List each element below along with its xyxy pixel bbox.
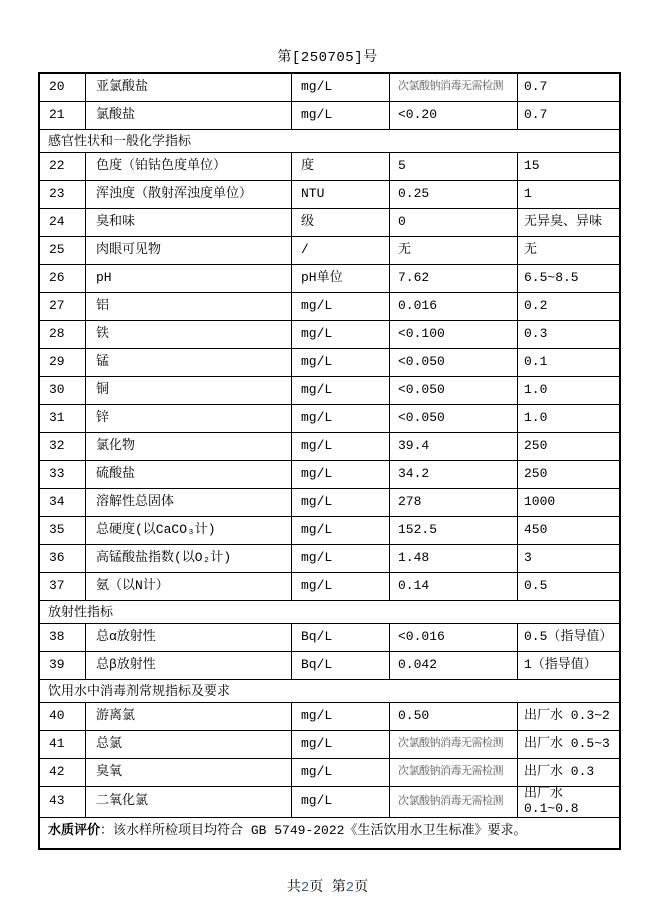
parameter-name-cell: 色度（铂钴色度单位） (86, 153, 292, 181)
table-row (40, 433, 619, 461)
parameter-name-cell: 氨（以N计） (86, 573, 292, 601)
measured-value-cell: 152.5 (390, 517, 518, 545)
row-number-cell: 31 (40, 405, 86, 433)
measured-value-cell: <0.100 (390, 321, 518, 349)
measured-value-cell: 278 (390, 489, 518, 517)
measured-value-cell: 0 (390, 209, 518, 237)
section-title: 感官性状和一般化学指标 (40, 130, 619, 153)
limit-cell: 1（指导值） (518, 652, 619, 680)
measured-value-cell: 7.62 (390, 265, 518, 293)
unit-cell: Bq/L (292, 624, 390, 652)
unit-cell: mg/L (292, 405, 390, 433)
row-number-cell: 23 (40, 181, 86, 209)
unit-cell: mg/L (292, 461, 390, 489)
section-title: 放射性指标 (40, 601, 619, 624)
parameter-name-cell: 氯化物 (86, 433, 292, 461)
measured-value-cell: <0.050 (390, 377, 518, 405)
limit-cell: 无 (518, 237, 619, 265)
parameter-name-cell: 浑浊度（散射浑浊度单位） (86, 181, 292, 209)
row-number-cell: 24 (40, 209, 86, 237)
footer-total-suffix: 页 (309, 880, 324, 896)
row-number-cell: 38 (40, 624, 86, 652)
table-row (40, 265, 619, 293)
unit-cell: 级 (292, 209, 390, 237)
measured-value-cell: <0.050 (390, 349, 518, 377)
evaluation-text: 该水样所检项目均符合 GB 5749-2022《生活饮用水卫生标准》要求。 (113, 822, 527, 838)
unit-cell: mg/L (292, 349, 390, 377)
table-row (40, 652, 619, 680)
parameter-name-cell: 二氧化氯 (86, 787, 292, 818)
table-row (40, 489, 619, 517)
section-title: 饮用水中消毒剂常规指标及要求 (40, 680, 619, 703)
footer-page-number: 2 (345, 880, 355, 896)
limit-cell: 0.5 (518, 573, 619, 601)
table-row (40, 787, 619, 818)
unit-cell: mg/L (292, 545, 390, 573)
measured-value-cell: 1.48 (390, 545, 518, 573)
table-row (40, 293, 619, 321)
measured-value-cell: 0.042 (390, 652, 518, 680)
results-table (38, 72, 621, 850)
limit-cell: 无异臭、异味 (518, 209, 619, 237)
unit-cell: mg/L (292, 787, 390, 818)
parameter-name-cell: 铝 (86, 293, 292, 321)
row-number-cell: 40 (40, 703, 86, 731)
limit-cell: 250 (518, 433, 619, 461)
limit-cell: 出厂水 0.5~3 (518, 731, 619, 759)
parameter-name-cell: 总β放射性 (86, 652, 292, 680)
table-row (40, 405, 619, 433)
parameter-name-cell: 锌 (86, 405, 292, 433)
limit-cell: 1000 (518, 489, 619, 517)
table-row (40, 74, 619, 102)
row-number-cell: 43 (40, 787, 86, 818)
page-footer (0, 876, 655, 896)
limit-cell: 0.7 (518, 74, 619, 102)
parameter-name-cell: 锰 (86, 349, 292, 377)
unit-cell: mg/L (292, 377, 390, 405)
parameter-name-cell: 肉眼可见物 (86, 237, 292, 265)
table-row (40, 759, 619, 787)
row-number-cell: 37 (40, 573, 86, 601)
row-number-cell: 32 (40, 433, 86, 461)
section-header-row (40, 601, 619, 624)
table-row (40, 573, 619, 601)
row-number-cell: 39 (40, 652, 86, 680)
section-header-row (40, 130, 619, 153)
row-number-cell: 41 (40, 731, 86, 759)
unit-cell: mg/L (292, 433, 390, 461)
footer-page-suffix: 页 (354, 880, 369, 896)
measured-value-cell: 39.4 (390, 433, 518, 461)
unit-cell: Bq/L (292, 652, 390, 680)
measured-value-cell: 次氯酸钠消毒无需检测 (390, 759, 518, 787)
measured-value-cell: <0.016 (390, 624, 518, 652)
measured-value-cell: 34.2 (390, 461, 518, 489)
unit-cell: mg/L (292, 517, 390, 545)
limit-cell: 450 (518, 517, 619, 545)
limit-cell: 0.3 (518, 321, 619, 349)
footer-total-prefix: 共 (286, 880, 301, 896)
limit-cell: 0.1 (518, 349, 619, 377)
unit-cell: mg/L (292, 321, 390, 349)
parameter-name-cell: 高锰酸盐指数(以O₂计) (86, 545, 292, 573)
parameter-name-cell: 氯酸盐 (86, 102, 292, 130)
evaluation-label: 水质评价 (48, 821, 101, 837)
unit-cell: mg/L (292, 759, 390, 787)
unit-cell: mg/L (292, 74, 390, 102)
measured-value-cell: 0.25 (390, 181, 518, 209)
unit-cell: NTU (292, 181, 390, 209)
table-row (40, 181, 619, 209)
report-number: 第[250705]号 (277, 50, 378, 66)
measured-value-cell: 次氯酸钠消毒无需检测 (390, 74, 518, 102)
evaluation-row (40, 818, 619, 848)
parameter-name-cell: 溶解性总固体 (86, 489, 292, 517)
parameter-name-cell: 亚氯酸盐 (86, 74, 292, 102)
measured-value-cell: 5 (390, 153, 518, 181)
row-number-cell: 27 (40, 293, 86, 321)
measured-value-cell: 无 (390, 237, 518, 265)
table-row (40, 703, 619, 731)
table-row (40, 545, 619, 573)
footer-page-prefix: 第 (331, 880, 346, 896)
parameter-name-cell: 游离氯 (86, 703, 292, 731)
row-number-cell: 35 (40, 517, 86, 545)
table-row (40, 377, 619, 405)
limit-cell: 0.2 (518, 293, 619, 321)
limit-cell: 6.5~8.5 (518, 265, 619, 293)
row-number-cell: 21 (40, 102, 86, 130)
table-row (40, 321, 619, 349)
limit-cell: 3 (518, 545, 619, 573)
table-row (40, 237, 619, 265)
limit-cell: 出厂水 0.3 (518, 759, 619, 787)
table-row (40, 461, 619, 489)
parameter-name-cell: 硫酸盐 (86, 461, 292, 489)
measured-value-cell: 次氯酸钠消毒无需检测 (390, 787, 518, 818)
unit-cell: mg/L (292, 293, 390, 321)
measured-value-cell: 次氯酸钠消毒无需检测 (390, 731, 518, 759)
parameter-name-cell: 铁 (86, 321, 292, 349)
parameter-name-cell: pH (86, 265, 292, 293)
table-row (40, 209, 619, 237)
unit-cell: pH单位 (292, 265, 390, 293)
parameter-name-cell: 铜 (86, 377, 292, 405)
limit-cell: 0.7 (518, 102, 619, 130)
row-number-cell: 42 (40, 759, 86, 787)
parameter-name-cell: 臭和味 (86, 209, 292, 237)
limit-cell: 出厂水 0.3~2 (518, 703, 619, 731)
measured-value-cell: <0.050 (390, 405, 518, 433)
limit-cell: 1.0 (518, 377, 619, 405)
parameter-name-cell: 总α放射性 (86, 624, 292, 652)
table-row (40, 153, 619, 181)
measured-value-cell: 0.14 (390, 573, 518, 601)
measured-value-cell: 0.016 (390, 293, 518, 321)
measured-value-cell: <0.20 (390, 102, 518, 130)
row-number-cell: 20 (40, 74, 86, 102)
unit-cell: 度 (292, 153, 390, 181)
limit-cell: 1.0 (518, 405, 619, 433)
section-header-row (40, 680, 619, 703)
row-number-cell: 33 (40, 461, 86, 489)
footer-total-count: 2 (300, 880, 310, 896)
table-row (40, 731, 619, 759)
table-row (40, 349, 619, 377)
measured-value-cell: 0.50 (390, 703, 518, 731)
unit-cell: mg/L (292, 489, 390, 517)
row-number-cell: 36 (40, 545, 86, 573)
parameter-name-cell: 总硬度(以CaCO₃计) (86, 517, 292, 545)
limit-cell: 15 (518, 153, 619, 181)
unit-cell: mg/L (292, 102, 390, 130)
row-number-cell: 29 (40, 349, 86, 377)
limit-cell: 0.5（指导值） (518, 624, 619, 652)
table-row (40, 624, 619, 652)
parameter-name-cell: 总氯 (86, 731, 292, 759)
limit-cell: 250 (518, 461, 619, 489)
row-number-cell: 22 (40, 153, 86, 181)
limit-cell: 出厂水 0.1~0.8 (518, 787, 619, 818)
row-number-cell: 30 (40, 377, 86, 405)
row-number-cell: 28 (40, 321, 86, 349)
unit-cell: mg/L (292, 573, 390, 601)
unit-cell: mg/L (292, 731, 390, 759)
parameter-name-cell: 臭氧 (86, 759, 292, 787)
row-number-cell: 34 (40, 489, 86, 517)
unit-cell: mg/L (292, 703, 390, 731)
limit-cell: 1 (518, 181, 619, 209)
row-number-cell: 26 (40, 265, 86, 293)
evaluation-colon: ： (100, 821, 114, 837)
table-row (40, 517, 619, 545)
table-row (40, 102, 619, 130)
row-number-cell: 25 (40, 237, 86, 265)
unit-cell: / (292, 237, 390, 265)
